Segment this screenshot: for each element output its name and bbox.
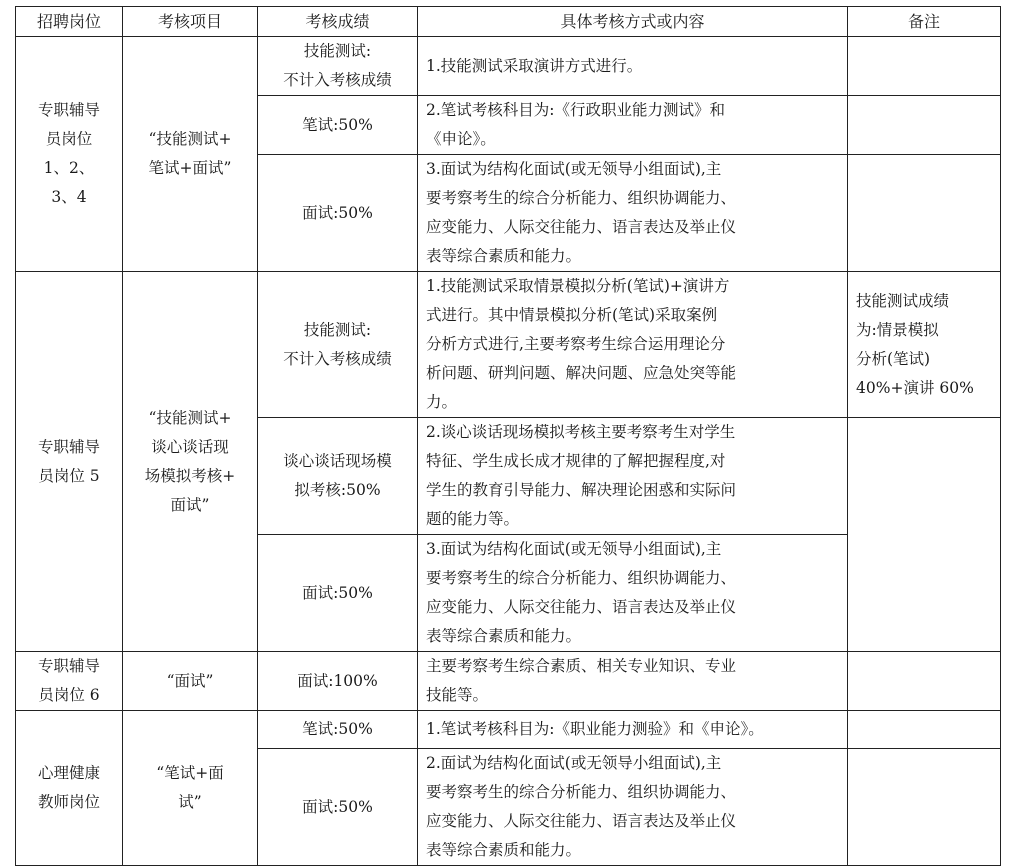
position-cell: 专职辅导 员岗位 6 [16,652,123,711]
score-cell: 面试:50% [258,749,418,866]
table-row [16,272,1001,418]
position-cell: 专职辅导 员岗位 1、2、 3、4 [16,37,123,272]
content-cell: 主要考察考生综合素质、相关专业知识、专业 技能等。 [418,652,848,711]
header-note: 备注 [848,7,1001,37]
score-cell: 谈心谈话现场模 拟考核:50% [258,418,418,535]
note-cell [848,96,1001,155]
note-cell [848,652,1001,711]
content-cell: 2.面试为结构化面试(或无领导小组面试),主 要考察考生的综合分析能力、组织协调能力、 应变能力、人际交往能力、语言表达及举止仪 表等综合素质和能力。 [418,749,848,866]
score-cell: 面试:50% [258,155,418,272]
score-cell: 面试:50% [258,535,418,652]
note-cell [848,155,1001,272]
score-cell: 面试:100% [258,652,418,711]
content-cell: 2.笔试考核科目为:《行政职业能力测试》和 《申论》。 [418,96,848,155]
position-cell: 心理健康 教师岗位 [16,711,123,866]
header-content: 具体考核方式或内容 [418,7,848,37]
table-row [16,37,1001,96]
score-cell: 笔试:50% [258,96,418,155]
table-row [16,711,1001,749]
content-cell: 1.笔试考核科目为:《职业能力测验》和《申论》。 [418,711,848,749]
project-cell: “技能测试+ 谈心谈话现 场模拟考核+ 面试” [123,272,258,652]
score-cell: 技能测试: 不计入考核成绩 [258,37,418,96]
content-cell: 1.技能测试采取演讲方式进行。 [418,37,848,96]
content-cell: 1.技能测试采取情景模拟分析(笔试)+演讲方 式进行。其中情景模拟分析(笔试)采取案例 分析方式进行,主要考察考生综合运用理论分 析问题、研判问题、解决问题、应急处突等能 力。 [418,272,848,418]
note-cell [848,418,1001,652]
project-cell: “面试” [123,652,258,711]
project-cell: “技能测试+ 笔试+面试” [123,37,258,272]
content-cell: 3.面试为结构化面试(或无领导小组面试),主 要考察考生的综合分析能力、组织协调能力、 应变能力、人际交往能力、语言表达及举止仪 表等综合素质和能力。 [418,535,848,652]
table-row [16,652,1001,711]
content-cell: 2.谈心谈话现场模拟考核主要考察考生对学生 特征、学生成长成才规律的了解把握程度,对 学生的教育引导能力、解决理论困惑和实际问 题的能力等。 [418,418,848,535]
project-cell: “笔试+面 试” [123,711,258,866]
position-cell: 专职辅导 员岗位 5 [16,272,123,652]
header-score: 考核成绩 [258,7,418,37]
note-cell: 技能测试成绩 为:情景模拟 分析(笔试) 40%+演讲 60% [848,272,1001,418]
note-cell [848,749,1001,866]
note-cell [848,711,1001,749]
note-cell [848,37,1001,96]
header-position: 招聘岗位 [16,7,123,37]
score-cell: 技能测试: 不计入考核成绩 [258,272,418,418]
header-project: 考核项目 [123,7,258,37]
content-cell: 3.面试为结构化面试(或无领导小组面试),主 要考察考生的综合分析能力、组织协调能力、 应变能力、人际交往能力、语言表达及举止仪 表等综合素质和能力。 [418,155,848,272]
score-cell: 笔试:50% [258,711,418,749]
assessment-table [15,6,1001,866]
header-row [16,7,1001,37]
